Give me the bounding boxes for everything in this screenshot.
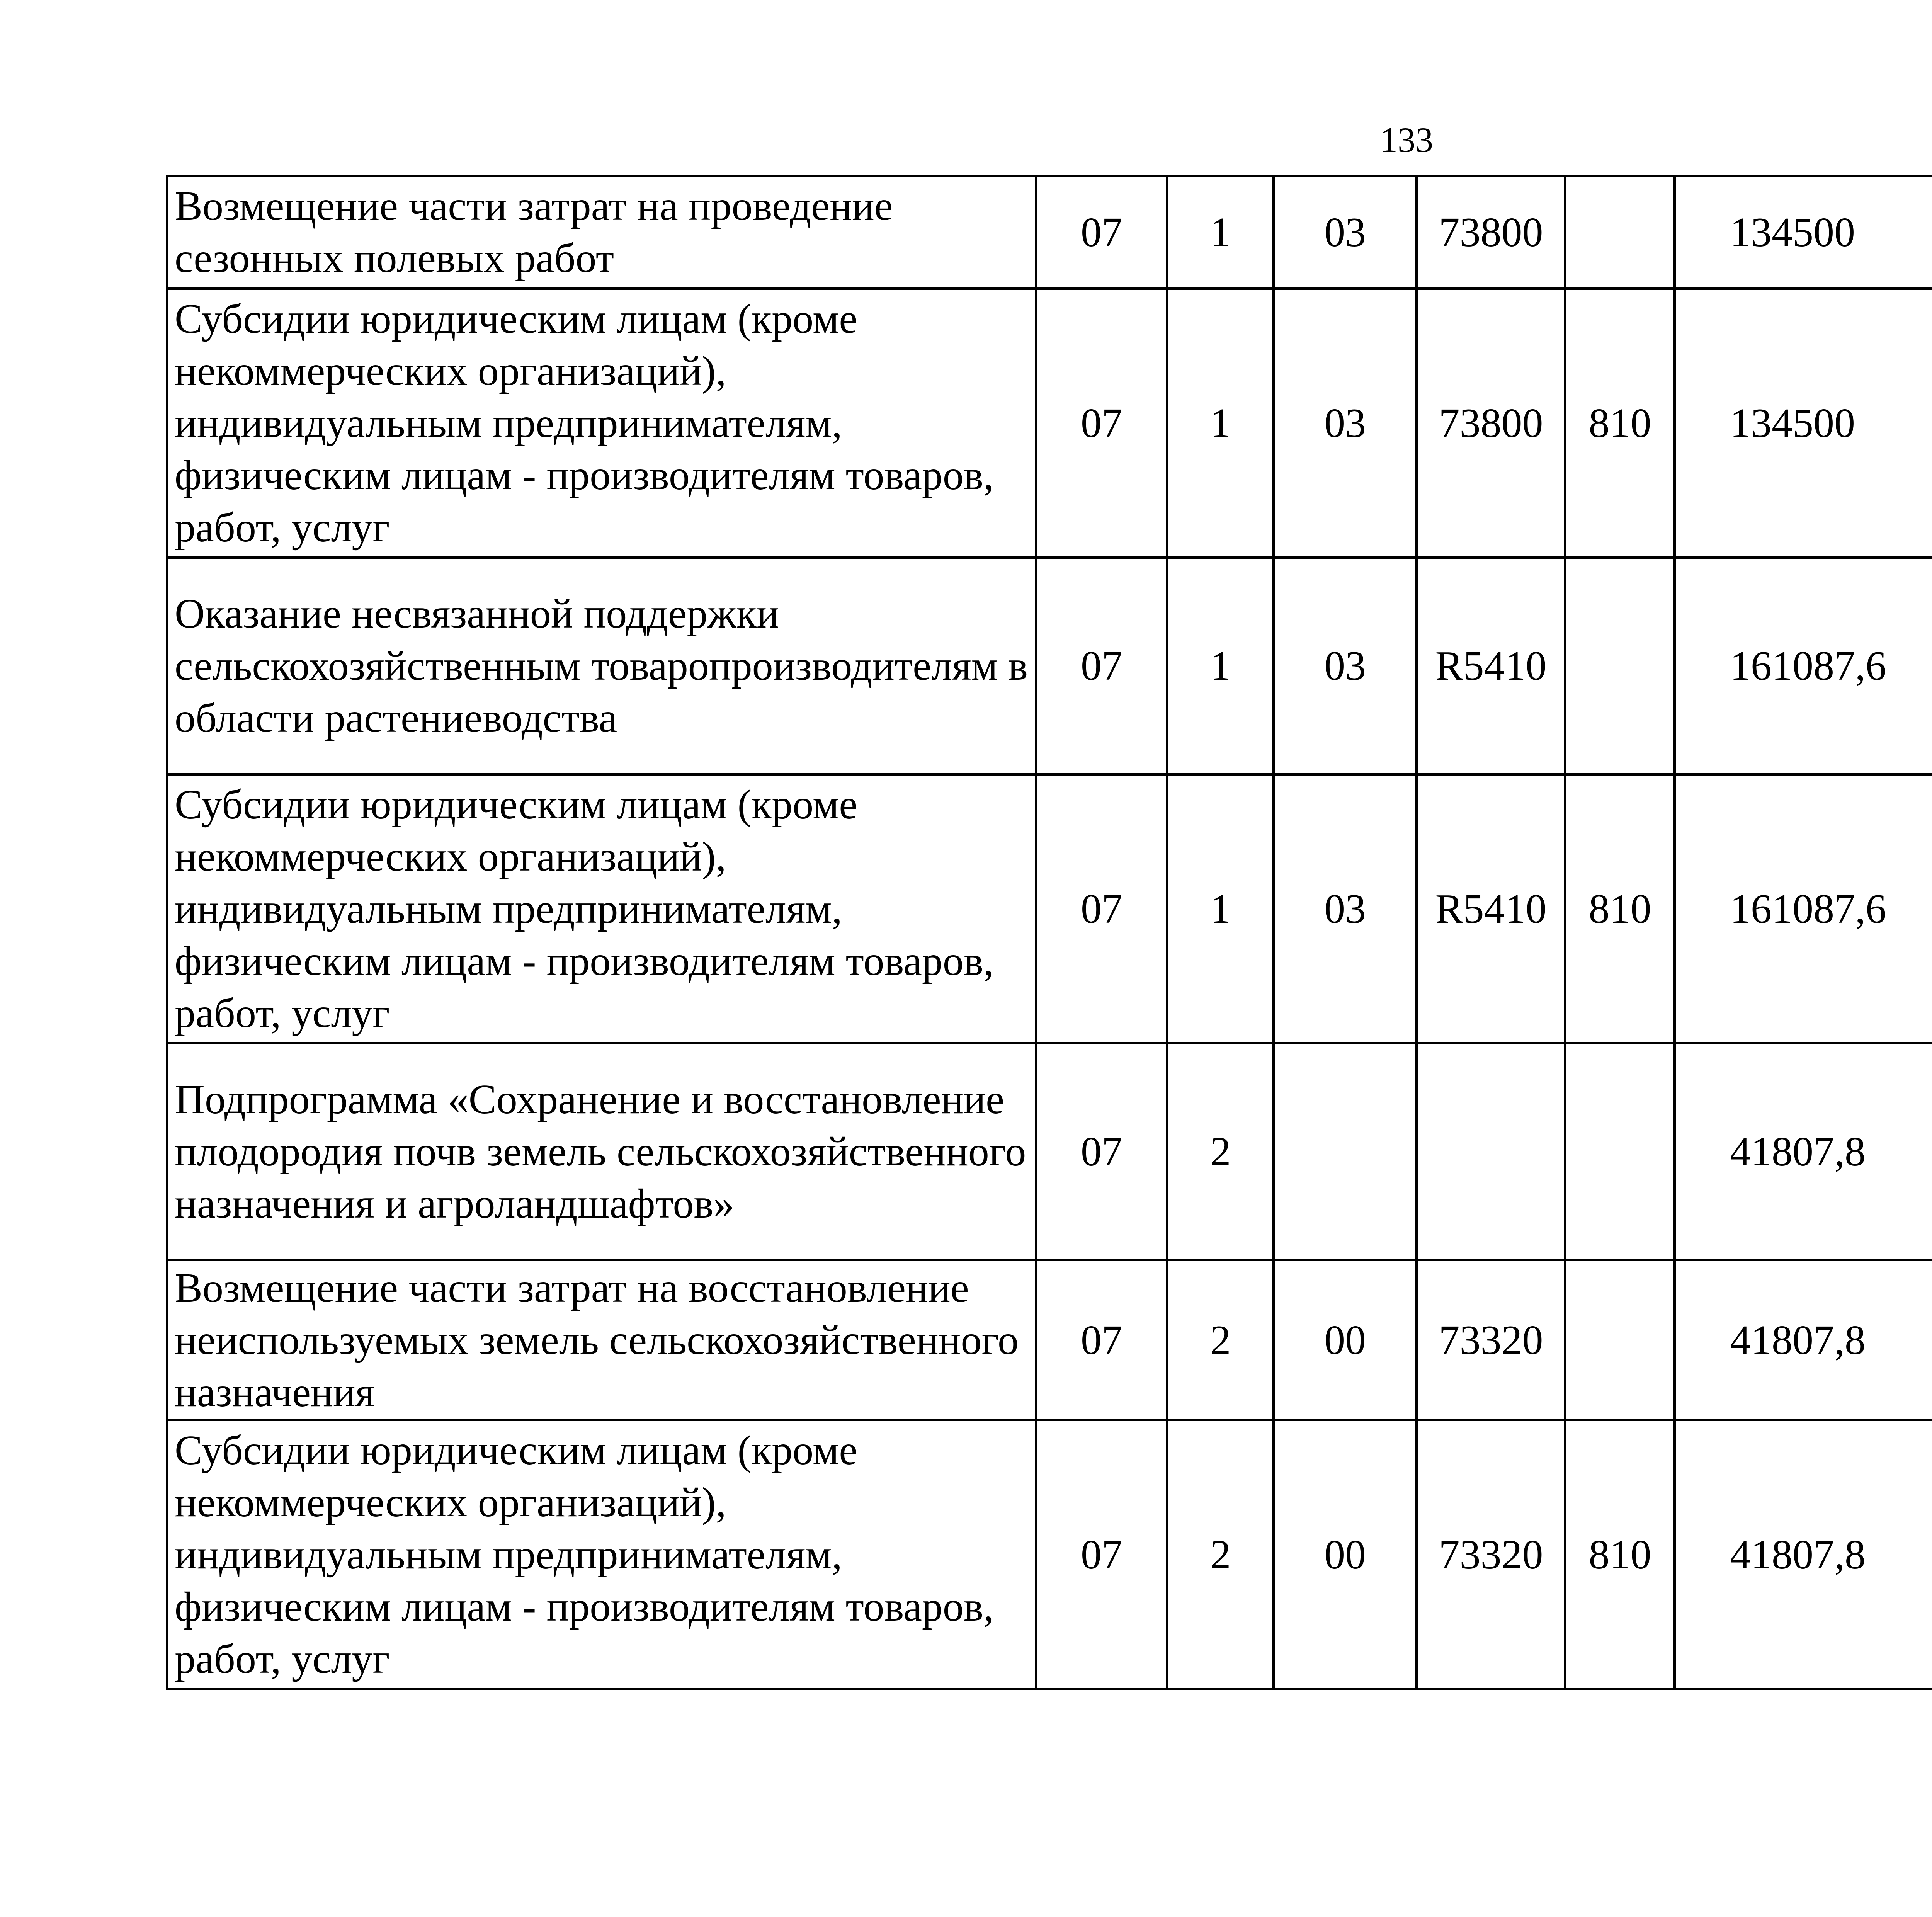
expense-type-code — [1565, 558, 1675, 774]
expense-type-code: 810 — [1565, 289, 1675, 558]
expense-type-code — [1565, 1043, 1675, 1260]
article-code: R5410 — [1417, 774, 1565, 1043]
budget-table — [166, 175, 1932, 1690]
section-code: 07 — [1036, 1260, 1167, 1420]
page-number: 133 — [1380, 120, 1433, 160]
table-row — [167, 558, 1932, 774]
row-name: Подпрограмма «Сохранение и восстановление плодородия почв земель сельскохозяйственного назначения и агроландшафтов» — [167, 1043, 1036, 1260]
row-name: Возмещение части затрат на восстановление неиспользуемых земель сельскохозяйственного назначения — [167, 1260, 1036, 1420]
amount-year-1: 41807,8 — [1675, 1043, 1932, 1260]
subprogram-code: 1 — [1167, 774, 1274, 1043]
subprogram-code: 2 — [1167, 1260, 1274, 1420]
event-code — [1274, 1043, 1417, 1260]
amount-year-1: 134500 — [1675, 176, 1932, 289]
amount-year-1: 161087,6 — [1675, 558, 1932, 774]
section-code: 07 — [1036, 176, 1167, 289]
article-code: 73320 — [1417, 1420, 1565, 1689]
row-name: Субсидии юридическим лицам (кроме некоммерческих организаций), индивидуальным предпринимателям, физическим лицам - производителям товаров, работ, услуг — [167, 1420, 1036, 1689]
row-name: Оказание несвязанной поддержки сельскохозяйственным товаропроизводителям в области растениеводства — [167, 558, 1036, 774]
article-code: 73800 — [1417, 289, 1565, 558]
table-row — [167, 1260, 1932, 1420]
section-code: 07 — [1036, 289, 1167, 558]
table-row — [167, 176, 1932, 289]
expense-type-code — [1565, 1260, 1675, 1420]
event-code: 03 — [1274, 774, 1417, 1043]
amount-year-1: 41807,8 — [1675, 1260, 1932, 1420]
row-name: Субсидии юридическим лицам (кроме некоммерческих организаций), индивидуальным предпринимателям, физическим лицам - производителям товаров, работ, услуг — [167, 774, 1036, 1043]
event-code: 03 — [1274, 558, 1417, 774]
expense-type-code — [1565, 176, 1675, 289]
table-row — [167, 1420, 1932, 1689]
article-code: 73320 — [1417, 1260, 1565, 1420]
article-code: 73800 — [1417, 176, 1565, 289]
amount-year-1: 161087,6 — [1675, 774, 1932, 1043]
article-code: R5410 — [1417, 558, 1565, 774]
row-name: Возмещение части затрат на проведение сезонных полевых работ — [167, 176, 1036, 289]
section-code: 07 — [1036, 1420, 1167, 1689]
section-code: 07 — [1036, 774, 1167, 1043]
table-row — [167, 774, 1932, 1043]
amount-year-1: 134500 — [1675, 289, 1932, 558]
subprogram-code: 2 — [1167, 1420, 1274, 1689]
row-name: Субсидии юридическим лицам (кроме некоммерческих организаций), индивидуальным предпринимателям, физическим лицам - производителям товаров, работ, услуг — [167, 289, 1036, 558]
subprogram-code: 1 — [1167, 558, 1274, 774]
table-row — [167, 1043, 1932, 1260]
table-row — [167, 289, 1932, 558]
amount-year-1: 41807,8 — [1675, 1420, 1932, 1689]
event-code: 00 — [1274, 1420, 1417, 1689]
event-code: 03 — [1274, 289, 1417, 558]
subprogram-code: 1 — [1167, 289, 1274, 558]
expense-type-code: 810 — [1565, 1420, 1675, 1689]
section-code: 07 — [1036, 1043, 1167, 1260]
section-code: 07 — [1036, 558, 1167, 774]
article-code — [1417, 1043, 1565, 1260]
event-code: 03 — [1274, 176, 1417, 289]
subprogram-code: 2 — [1167, 1043, 1274, 1260]
expense-type-code: 810 — [1565, 774, 1675, 1043]
event-code: 00 — [1274, 1260, 1417, 1420]
subprogram-code: 1 — [1167, 176, 1274, 289]
